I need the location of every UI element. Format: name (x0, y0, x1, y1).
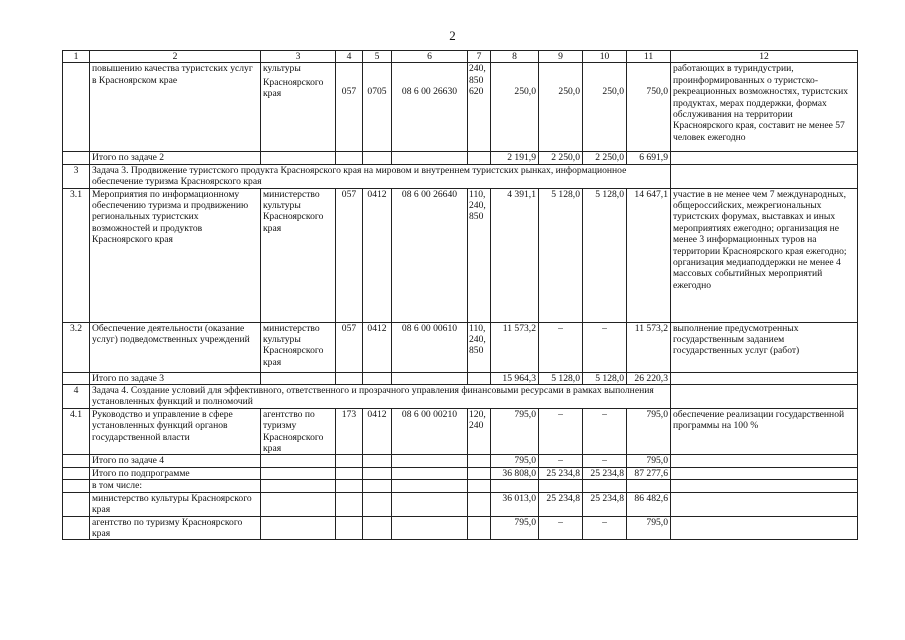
including-label: в том числе: (90, 480, 261, 492)
task-heading-row (63, 164, 858, 188)
value-total: 6 691,9 (627, 152, 671, 164)
event-name: Мероприятия по информационному обеспечению туризма и продвижению региональных туристских возможностей и продуктов Красноярского края (90, 188, 261, 322)
csr-code: 08 6 00 26630 (392, 63, 468, 152)
value-year3: – (583, 408, 627, 455)
col-header: 4 (336, 51, 363, 63)
table-row (63, 408, 858, 455)
executor-total-label: агентство по туризму Красноярского края (90, 516, 261, 540)
total-label: Итого по подпрограмме (90, 467, 261, 479)
value-total: 795,0 (627, 455, 671, 467)
rzpr-code: 0705 (363, 63, 392, 152)
executor: Красноярского края (263, 76, 324, 100)
value-year2: – (539, 322, 583, 372)
table-row (63, 322, 858, 372)
value-year3: – (583, 322, 627, 372)
total-row (63, 467, 858, 479)
value-year3: 5 128,0 (583, 188, 627, 322)
task-number: 4 (63, 385, 90, 409)
value-year3: 250,0 (583, 63, 627, 152)
total-label: Итого по задаче 2 (90, 152, 261, 164)
page-number: 2 (449, 28, 456, 43)
event-name: Обеспечение деятельности (оказание услуг) подведомственных учреждений (90, 322, 261, 372)
expected-result: выполнение предусмотренных государственным заданием государственных услуг (работ) (671, 322, 858, 372)
col-header: 6 (392, 51, 468, 63)
task-title: Задача 4. Создание условий для эффективного, ответственного и прозрачного управления финансовыми ресурсами в рамках выполнения установленных функций и полномочий (90, 385, 671, 409)
table-row (63, 492, 858, 516)
value-total: 26 220,3 (627, 372, 671, 384)
grbs-code: 057 (336, 188, 363, 322)
col-header: 2 (90, 51, 261, 63)
col-header: 10 (583, 51, 627, 63)
task-title: Задача 3. Продвижение туристского продукта Красноярского края на мировом и внутреннем туристских рынках, информационное обеспечение туризма Красноярского края (90, 164, 671, 188)
col-header: 12 (671, 51, 858, 63)
value-year2: 5 128,0 (539, 372, 583, 384)
grbs-code: 057 (336, 322, 363, 372)
value-year2: – (539, 408, 583, 455)
value-year2: – (539, 516, 583, 540)
rzpr-code: 0412 (363, 408, 392, 455)
vr-code: 110, 240, 850 (468, 188, 491, 322)
event-name: Руководство и управление в сфере установленных функций органов государственной власти (90, 408, 261, 455)
csr-code: 08 6 00 26640 (392, 188, 468, 322)
value-total: 795,0 (627, 408, 671, 455)
value-year3: 25 234,8 (583, 492, 627, 516)
value-year1: 36 808,0 (491, 467, 539, 479)
value-total: 750,0 (627, 63, 671, 152)
task-number: 3 (63, 164, 90, 188)
csr-code: 08 6 00 00610 (392, 322, 468, 372)
vr-code: 110, 240, 850 (468, 322, 491, 372)
vr-code: 240, (469, 63, 486, 75)
value-year2: 2 250,0 (539, 152, 583, 164)
event-name: повышению качества туристских услуг в Красноярском крае (90, 63, 261, 152)
value-year2: 250,0 (539, 63, 583, 152)
value-year3: – (583, 455, 627, 467)
row-number: 4.1 (63, 408, 90, 455)
value-total: 14 647,1 (627, 188, 671, 322)
value-year1: 795,0 (491, 516, 539, 540)
rzpr-code: 0412 (363, 188, 392, 322)
value-year3: 5 128,0 (583, 372, 627, 384)
col-header: 11 (627, 51, 671, 63)
col-header: 9 (539, 51, 583, 63)
value-year1: 11 573,2 (491, 322, 539, 372)
col-header: 1 (63, 51, 90, 63)
total-label: Итого по задаче 4 (90, 455, 261, 467)
executor: агентство по туризму Красноярского края (261, 408, 336, 455)
value-year1: 15 964,3 (491, 372, 539, 384)
value-year1: 4 391,1 (491, 188, 539, 322)
value-year1: 2 191,9 (491, 152, 539, 164)
col-header: 7 (468, 51, 491, 63)
value-total: 795,0 (627, 516, 671, 540)
value-total: 11 573,2 (627, 322, 671, 372)
total-row (63, 372, 858, 384)
value-year1: 795,0 (491, 408, 539, 455)
grbs-code: 057 (336, 63, 363, 152)
value-year3: 2 250,0 (583, 152, 627, 164)
col-header: 5 (363, 51, 392, 63)
row-number: 3.1 (63, 188, 90, 322)
total-row (63, 455, 858, 467)
value-year2: 5 128,0 (539, 188, 583, 322)
table-row (63, 188, 858, 322)
expected-result: работающих в туриндустрии, проинформированных о туристско-рекреационных возможностях, туристских продуктах, мерах поддержки, формах обслуживания на территории Красноярского края, составит не менее 57 человек ежегодно (671, 63, 858, 152)
vr-code: 850 (469, 74, 484, 86)
table-row (63, 480, 858, 492)
value-year1: 250,0 (491, 63, 539, 152)
col-header: 8 (491, 51, 539, 63)
value-year2: 25 234,8 (539, 492, 583, 516)
table-row (63, 516, 858, 540)
total-row (63, 152, 858, 164)
expected-result: обеспечение реализации государственной программы на 100 % (671, 408, 858, 455)
task-heading-row (63, 385, 858, 409)
vr-code: 620 (469, 86, 484, 98)
value-year3: 25 234,8 (583, 467, 627, 479)
csr-code: 08 6 00 00210 (392, 408, 468, 455)
value-total: 87 277,6 (627, 467, 671, 479)
value-year1: 795,0 (491, 455, 539, 467)
vr-code: 120, 240 (468, 408, 491, 455)
executor: культуры (263, 63, 301, 75)
value-year3: – (583, 516, 627, 540)
budget-table (62, 50, 858, 540)
value-year2: – (539, 455, 583, 467)
col-header: 3 (261, 51, 336, 63)
executor: министерство культуры Красноярского края (261, 322, 336, 372)
executor-total-label: министерство культуры Красноярского края (90, 492, 261, 516)
table-row (63, 63, 858, 152)
value-year1: 36 013,0 (491, 492, 539, 516)
value-total: 86 482,6 (627, 492, 671, 516)
value-year2: 25 234,8 (539, 467, 583, 479)
expected-result: участие в не менее чем 7 международных, общероссийских, межрегиональных туристских форумах, выставках и иных мероприятиях ежегодно; организация не менее 3 информационных туров на территории Красноярского края ежегодно; организация медиаподдержки не менее 4 массовых событийных мероприятий ежегодно (671, 188, 858, 322)
executor: министерство культуры Красноярского края (261, 188, 336, 322)
grbs-code: 173 (336, 408, 363, 455)
total-label: Итого по задаче 3 (90, 372, 261, 384)
row-number: 3.2 (63, 322, 90, 372)
rzpr-code: 0412 (363, 322, 392, 372)
column-number-row (63, 51, 858, 63)
